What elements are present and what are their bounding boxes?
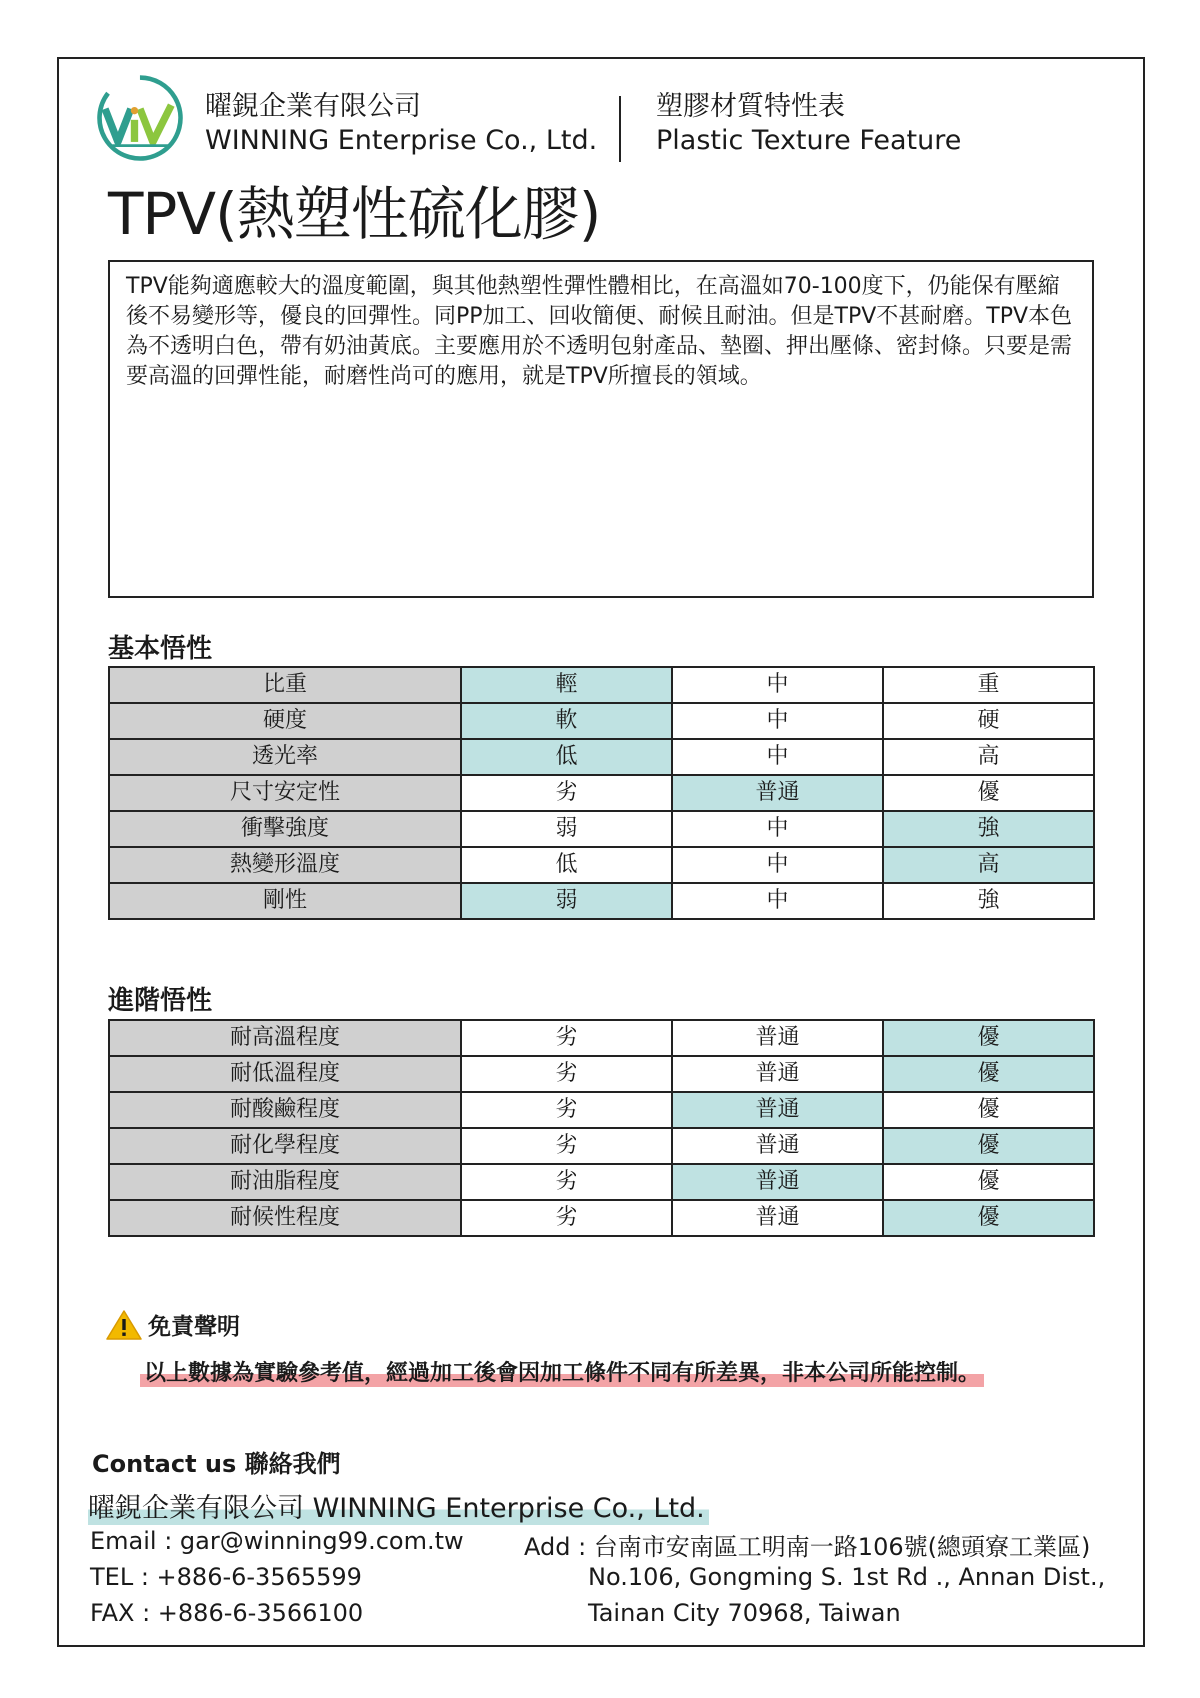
basic-property-row-label: 剛性	[109, 883, 461, 919]
contact-email: Email : gar@winning99.com.tw	[90, 1527, 464, 1555]
advanced-property-option-cell: 劣	[461, 1164, 672, 1200]
basic-property-option-cell: 弱	[461, 811, 672, 847]
advanced-properties-title: 進階悟性	[108, 986, 213, 1016]
advanced-property-option-cell: 優	[883, 1200, 1094, 1236]
basic-property-option-cell: 普通	[672, 775, 883, 811]
advanced-property-option-cell: 劣	[461, 1128, 672, 1164]
advanced-property-option-cell: 劣	[461, 1200, 672, 1236]
advanced-property-option-cell: 優	[883, 1020, 1094, 1056]
basic-property-row-label: 透光率	[109, 739, 461, 775]
product-description: TPV能夠適應較大的溫度範圍，與其他熱塑性彈性體相比，在高溫如70-100度下，仍能保有壓縮後不易變形等，優良的回彈性。同PP加工、回收簡便、耐候且耐油。但是TPV不甚耐磨。TPV本色為不透明白色，帶有奶油黃底。主要應用於不透明包射產品、墊圈、押出壓條、密封條。只要是需要高溫的回彈性能，耐磨性尚可的應用，就是TPV所擅長的領域。	[108, 260, 1094, 598]
advanced-property-option-cell: 優	[883, 1164, 1094, 1200]
advanced-property-option-cell: 普通	[672, 1092, 883, 1128]
basic-property-row-label: 熱變形溫度	[109, 847, 461, 883]
basic-property-option-cell: 中	[672, 883, 883, 919]
advanced-property-row-label: 耐候性程度	[109, 1200, 461, 1236]
basic-property-option-cell: 中	[672, 739, 883, 775]
contact-address-en-line2: Tainan City 70968, Taiwan	[588, 1599, 901, 1627]
advanced-property-row	[109, 1056, 1094, 1092]
basic-property-option-cell: 重	[883, 667, 1094, 703]
advanced-property-option-cell: 優	[883, 1092, 1094, 1128]
basic-property-option-cell: 硬	[883, 703, 1094, 739]
advanced-property-option-cell: 普通	[672, 1128, 883, 1164]
advanced-property-row-label: 耐化學程度	[109, 1128, 461, 1164]
basic-property-row-label: 比重	[109, 667, 461, 703]
company-name-zh: 曜鋧企業有限公司	[205, 91, 421, 122]
advanced-properties-table	[108, 1019, 1095, 1237]
basic-property-row	[109, 775, 1094, 811]
basic-property-row	[109, 847, 1094, 883]
advanced-property-row	[109, 1020, 1094, 1056]
basic-property-option-cell: 強	[883, 811, 1094, 847]
basic-property-option-cell: 優	[883, 775, 1094, 811]
basic-property-row-label: 尺寸安定性	[109, 775, 461, 811]
basic-property-row	[109, 811, 1094, 847]
contact-address-en-line1: No.106, Gongming S. 1st Rd ., Annan Dist.,	[588, 1563, 1106, 1591]
basic-property-option-cell: 弱	[461, 883, 672, 919]
document-type	[656, 90, 961, 158]
advanced-property-option-cell: 普通	[672, 1200, 883, 1236]
contact-tel: TEL : +886-6-3565599	[90, 1563, 362, 1591]
basic-properties-table	[108, 666, 1095, 920]
basic-property-option-cell: 高	[883, 847, 1094, 883]
winning-logo-icon	[94, 72, 186, 164]
basic-property-option-cell: 中	[672, 847, 883, 883]
advanced-property-option-cell: 劣	[461, 1056, 672, 1092]
basic-property-row	[109, 667, 1094, 703]
advanced-property-option-cell: 劣	[461, 1020, 672, 1056]
advanced-property-row	[109, 1200, 1094, 1236]
advanced-property-row-label: 耐低溫程度	[109, 1056, 461, 1092]
header-divider	[619, 96, 621, 162]
basic-property-option-cell: 低	[461, 739, 672, 775]
basic-property-option-cell: 強	[883, 883, 1094, 919]
basic-properties-title: 基本悟性	[108, 634, 213, 664]
basic-property-option-cell: 低	[461, 847, 672, 883]
warning-icon	[106, 1310, 142, 1340]
advanced-property-row-label: 耐酸鹼程度	[109, 1092, 461, 1128]
company-name-en: WINNING Enterprise Co., Ltd.	[205, 125, 598, 156]
basic-property-option-cell: 輕	[461, 667, 672, 703]
basic-property-row	[109, 739, 1094, 775]
basic-property-option-cell: 高	[883, 739, 1094, 775]
disclaimer-title: 免責聲明	[148, 1314, 240, 1340]
document-type-en: Plastic Texture Feature	[656, 125, 962, 156]
document-type-zh: 塑膠材質特性表	[656, 91, 845, 122]
basic-property-row	[109, 883, 1094, 919]
company-name	[205, 90, 597, 158]
advanced-property-option-cell: 普通	[672, 1164, 883, 1200]
basic-property-option-cell: 中	[672, 667, 883, 703]
advanced-property-row-label: 耐高溫程度	[109, 1020, 461, 1056]
contact-fax: FAX : +886-6-3566100	[90, 1599, 364, 1627]
basic-property-row-label: 硬度	[109, 703, 461, 739]
advanced-property-row	[109, 1092, 1094, 1128]
advanced-property-row-label: 耐油脂程度	[109, 1164, 461, 1200]
advanced-property-row	[109, 1128, 1094, 1164]
advanced-property-option-cell: 普通	[672, 1020, 883, 1056]
contact-title: Contact us 聯絡我們	[92, 1450, 341, 1478]
basic-property-option-cell: 劣	[461, 775, 672, 811]
disclaimer-text: 以上數據為實驗參考值，經過加工後會因加工條件不同有所差異，非本公司所能控制。	[140, 1356, 984, 1387]
basic-property-option-cell: 中	[672, 811, 883, 847]
advanced-property-row	[109, 1164, 1094, 1200]
basic-property-row	[109, 703, 1094, 739]
basic-property-option-cell: 中	[672, 703, 883, 739]
advanced-property-option-cell: 普通	[672, 1056, 883, 1092]
advanced-property-option-cell: 優	[883, 1128, 1094, 1164]
product-title: TPV(熱塑性硫化膠)	[108, 180, 601, 248]
basic-property-option-cell: 軟	[461, 703, 672, 739]
basic-property-row-label: 衝擊強度	[109, 811, 461, 847]
advanced-property-option-cell: 劣	[461, 1092, 672, 1128]
advanced-property-option-cell: 優	[883, 1056, 1094, 1092]
contact-address-zh: Add : 台南市安南區工明南一路106號(總頭寮工業區)	[524, 1533, 1091, 1561]
contact-company: 曜鋧企業有限公司 WINNING Enterprise Co., Ltd.	[88, 1486, 709, 1525]
